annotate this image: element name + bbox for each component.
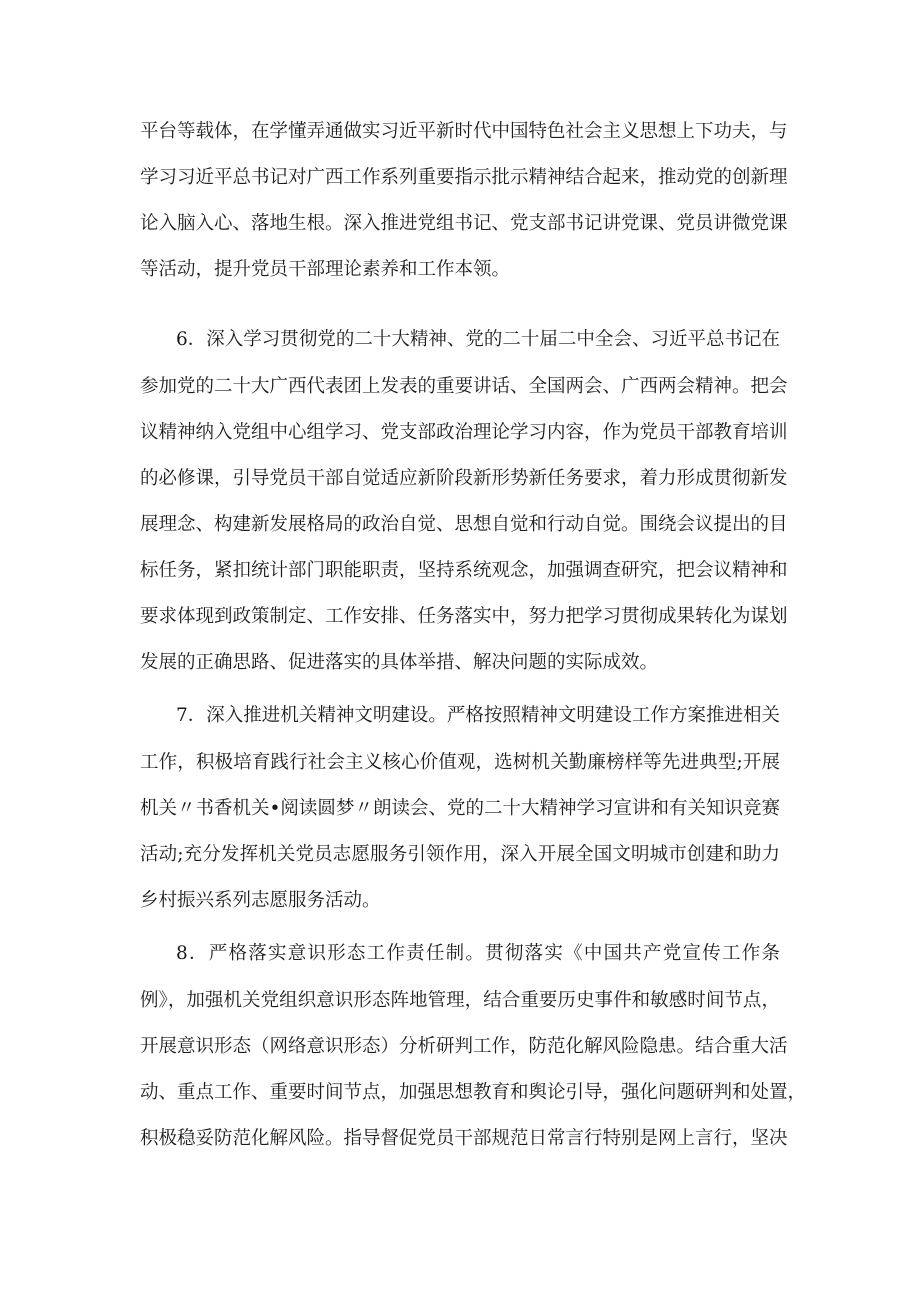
text-line: 例》，加强机关党组织意识形态阵地管理，结合重要历史事件和敏感时间节点， [140, 990, 780, 1011]
text-line: 论入脑入心、落地生根。深入推进党组书记、党支部书记讲党课、党员讲微党课 [140, 213, 788, 234]
text-line: 展理念、构建新发展格局的政治自觉、思想自觉和行动自觉。围绕会议提出的目 [140, 514, 788, 535]
text-line: 积极稳妥防范化解风险。指导督促党员干部规范日常言行特别是网上言行，坚决 [140, 1128, 788, 1149]
text-line: 8．严格落实意识形态工作责任制。贯彻落实《中国共产党宣传工作条 [176, 943, 780, 964]
text-line: 开展意识形态（网络意识形态）分析研判工作，防范化解风险隐患。结合重大活 [140, 1036, 788, 1057]
text-line: 工作，积极培育践行社会主义核心价值观，选树机关勤廉榜样等先进典型;开展 [140, 752, 780, 773]
text-line: 标任务，紧扣统计部门职能职责，坚持系统观念，加强调查研究，把会议精神和 [140, 560, 788, 581]
text-line: 6．深入学习贯彻党的二十大精神、党的二十届二中全会、习近平总书记在 [176, 329, 780, 350]
text-line: 议精神纳入党组中心组学习、党支部政治理论学习内容，作为党员干部教育培训 [140, 422, 788, 443]
text-line: 参加党的二十大广西代表团上发表的重要讲话、全国两会、广西两会精神。把会 [140, 376, 788, 397]
text-line: 机关〃书香机关•阅读圆梦〃朗读会、党的二十大精神学习宣讲和有关知识竞赛 [140, 798, 780, 819]
text-line: 要求体现到政策制定、工作安排、任务落实中，努力把学习贯彻成果转化为谋划 [140, 606, 788, 627]
text-line: 7．深入推进机关精神文明建设。严格按照精神文明建设工作方案推进相关 [176, 705, 780, 726]
text-line: 动、重点工作、重要时间节点，加强思想教育和舆论引导，强化问题研判和处置， [140, 1082, 807, 1103]
text-line: 乡村振兴系列志愿服务活动。 [140, 890, 381, 911]
text-line: 活动;充分发挥机关党员志愿服务引领作用，深入开展全国文明城市创建和助力 [140, 844, 780, 865]
text-line: 发展的正确思路、促进落实的具体举措、解决问题的实际成效。 [140, 652, 659, 673]
text-line: 平台等载体，在学懂弄通做实习近平新时代中国特色社会主义思想上下功夫，与 [140, 121, 788, 142]
text-line: 的必修课，引导党员干部自觉适应新阶段新形势新任务要求，着力形成贯彻新发 [140, 468, 788, 489]
text-line: 等活动，提升党员干部理论素养和工作本领。 [140, 259, 511, 280]
text-line: 学习习近平总书记对广西工作系列重要指示批示精神结合起来，推动党的创新理 [140, 167, 788, 188]
